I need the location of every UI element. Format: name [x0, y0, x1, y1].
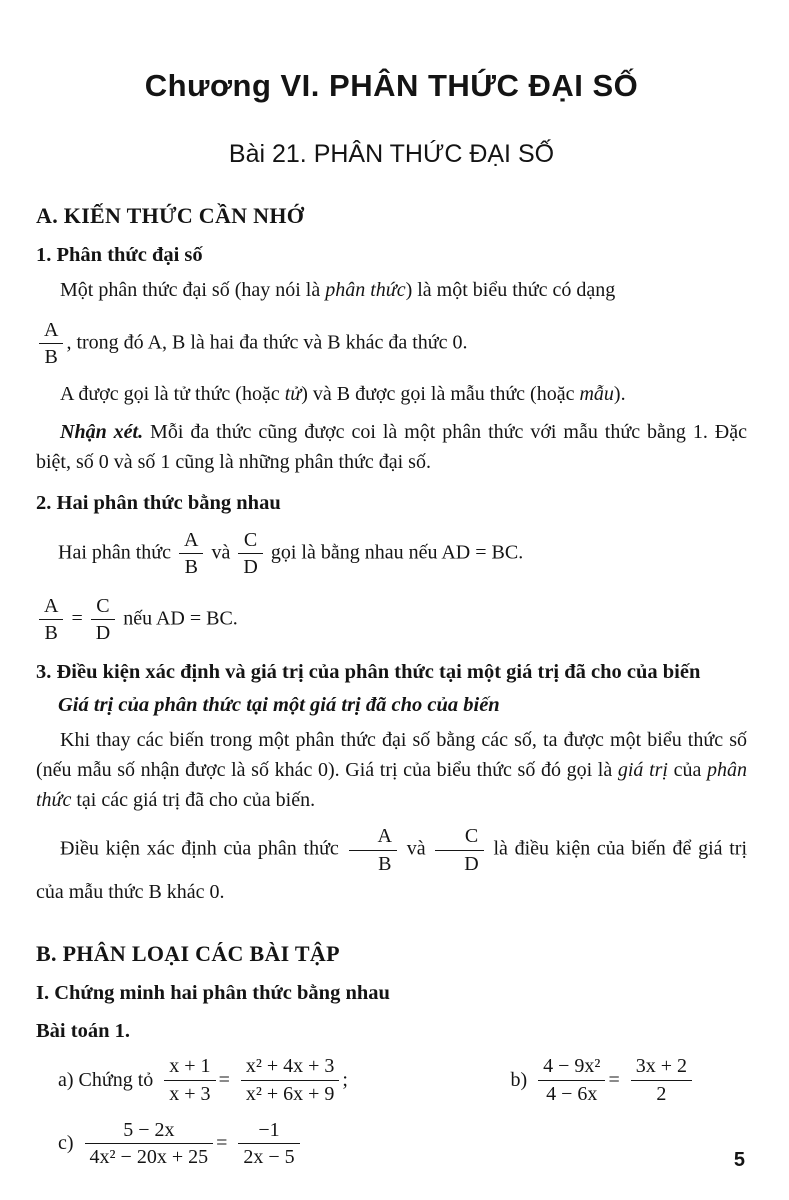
item-c-label: c): [58, 1132, 74, 1155]
equals-sign: =: [218, 1068, 230, 1091]
italic-term: mẫu: [579, 382, 614, 405]
italic-term: tử: [284, 382, 302, 405]
problem1-heading: Bài toán 1.: [36, 1020, 130, 1043]
problem1-item-b: [510, 1053, 695, 1107]
text-segment: Hai phân thức: [58, 541, 172, 564]
text-segment: Một phân thức đại số (hay nói là: [60, 279, 321, 301]
section-b-heading: B. PHÂN LOẠI CÁC BÀI TẬP: [36, 941, 340, 967]
fraction-denominator: D: [95, 621, 111, 644]
part1-note: [36, 417, 747, 477]
text-segment: tại các giá trị đã cho của biến.: [76, 789, 316, 812]
part3-paragraph-1: [36, 725, 747, 815]
fraction-numerator: x + 1: [164, 1055, 215, 1080]
problem1-item-c: [36, 1117, 747, 1171]
fraction-denominator: D: [243, 556, 258, 579]
fraction-numerator: A: [39, 319, 63, 344]
fraction-c-over-d: [435, 825, 483, 875]
fraction-numerator: C: [91, 595, 115, 620]
part1-paragraph-1-continuation: [36, 317, 747, 371]
part1-paragraph-1: [36, 275, 747, 305]
fraction-denominator: B: [44, 346, 58, 369]
type1-heading: I. Chứng minh hai phân thức bằng nhau: [36, 982, 390, 1005]
fraction-denominator: 2x − 5: [243, 1146, 295, 1169]
text-segment: , trong đó A, B là hai đa thức và B khác đa thức 0.: [66, 331, 468, 354]
item-b-label: b): [510, 1068, 528, 1091]
part3-paragraph-2: [36, 823, 747, 907]
item-b-fraction-right: [631, 1055, 692, 1105]
text-segment: A được gọi là tử thức (hoặc: [60, 382, 280, 405]
note-lead: Nhận xét.: [60, 420, 144, 443]
fraction-a-over-b: [179, 529, 203, 579]
fraction-a-over-b: [39, 595, 63, 645]
fraction-denominator: x + 3: [169, 1082, 211, 1105]
fraction-denominator: B: [184, 556, 198, 579]
part3-heading: 3. Điều kiện xác định và giá trị của phân thức tại một giá trị đã cho của biến: [36, 661, 701, 684]
text-segment: gọi là bằng nhau nếu AD = BC.: [270, 541, 524, 564]
part1-heading: 1. Phân thức đại số: [36, 244, 203, 266]
item-a-label: a) Chứng tỏ: [58, 1068, 154, 1091]
fraction-denominator: B: [44, 621, 58, 644]
equals-sign: =: [608, 1068, 620, 1091]
fraction-numerator: 5 − 2x: [85, 1119, 214, 1144]
fraction-denominator: D: [464, 852, 479, 875]
lesson-title: Bài 21. PHÂN THỨC ĐẠI SỐ: [228, 140, 555, 168]
fraction-denominator: 4x² − 20x + 25: [89, 1146, 209, 1169]
page-number: 5: [733, 1149, 745, 1171]
fraction-numerator: A: [39, 595, 63, 620]
fraction-c-over-d: [91, 595, 115, 645]
part2-line-1: [36, 527, 747, 581]
text-segment: và: [211, 541, 231, 564]
italic-term: phân thức: [325, 279, 406, 301]
chapter-title: Chương VI. PHÂN THỨC ĐẠI SỐ: [144, 68, 639, 103]
text-segment: ).: [613, 382, 626, 405]
semicolon: ;: [342, 1068, 348, 1091]
section-a-heading: A. KIẾN THỨC CẦN NHỚ: [36, 203, 305, 228]
italic-term: phân thức: [36, 759, 748, 812]
fraction-a-over-b: [39, 319, 63, 369]
fraction-a-over-b: [349, 825, 397, 875]
item-b-fraction-left: [538, 1055, 605, 1105]
text-segment: là điều kiện của biến để giá trị của mẫu thức B khác 0.: [36, 837, 748, 904]
part1-paragraph-2: [36, 379, 747, 409]
item-a-fraction-right: [241, 1055, 340, 1105]
fraction-numerator: 3x + 2: [631, 1055, 692, 1080]
text-segment: Mỗi đa thức cũng được coi là một phân thức với mẫu thức bằng 1. Đặc biệt, số 0 và số 1 cũng là những phân thức đại số.: [36, 420, 747, 473]
fraction-denominator: B: [378, 852, 392, 875]
problem1-row-ab: [36, 1053, 747, 1107]
text-segment: ) và B được gọi là mẫu thức (hoặc: [301, 382, 575, 405]
item-c-fraction-right: [238, 1119, 299, 1169]
part2-heading: 2. Hai phân thức bằng nhau: [36, 491, 281, 514]
text-segment: Khi thay các biến trong một phân thức đại số bằng các số, ta được một biểu thức số (nếu mẫu số nhận được là số khác 0). Giá trị của biểu thức số đó gọi là: [36, 729, 747, 782]
fraction-numerator: A: [179, 529, 203, 554]
equals-sign: =: [71, 607, 83, 630]
part2-line-2: [36, 593, 747, 647]
fraction-numerator: C: [238, 529, 262, 554]
fraction-c-over-d: [238, 529, 262, 579]
item-c-fraction-left: [85, 1119, 214, 1169]
problem1-item-a: [36, 1053, 348, 1107]
text-segment: ) là một biểu thức có dạng: [405, 279, 616, 301]
equals-sign: =: [216, 1132, 228, 1155]
fraction-denominator: x² + 6x + 9: [245, 1082, 335, 1105]
text-segment: Điều kiện xác định của phân thức: [60, 837, 339, 860]
text-segment: của: [673, 759, 702, 782]
fraction-numerator: C: [435, 825, 483, 850]
fraction-numerator: −1: [238, 1119, 299, 1144]
text-segment: nếu AD = BC.: [123, 607, 238, 630]
fraction-numerator: A: [349, 825, 397, 850]
item-a-fraction-left: [164, 1055, 215, 1105]
part3-subheading: Giá trị của phân thức tại một giá trị đã cho của biến: [58, 694, 500, 717]
text-segment: và: [406, 837, 426, 860]
fraction-numerator: 4 − 9x²: [538, 1055, 605, 1080]
italic-term: giá trị: [617, 759, 668, 782]
fraction-denominator: 4 − 6x: [546, 1082, 598, 1105]
fraction-denominator: 2: [656, 1082, 667, 1105]
fraction-numerator: x² + 4x + 3: [241, 1055, 340, 1080]
